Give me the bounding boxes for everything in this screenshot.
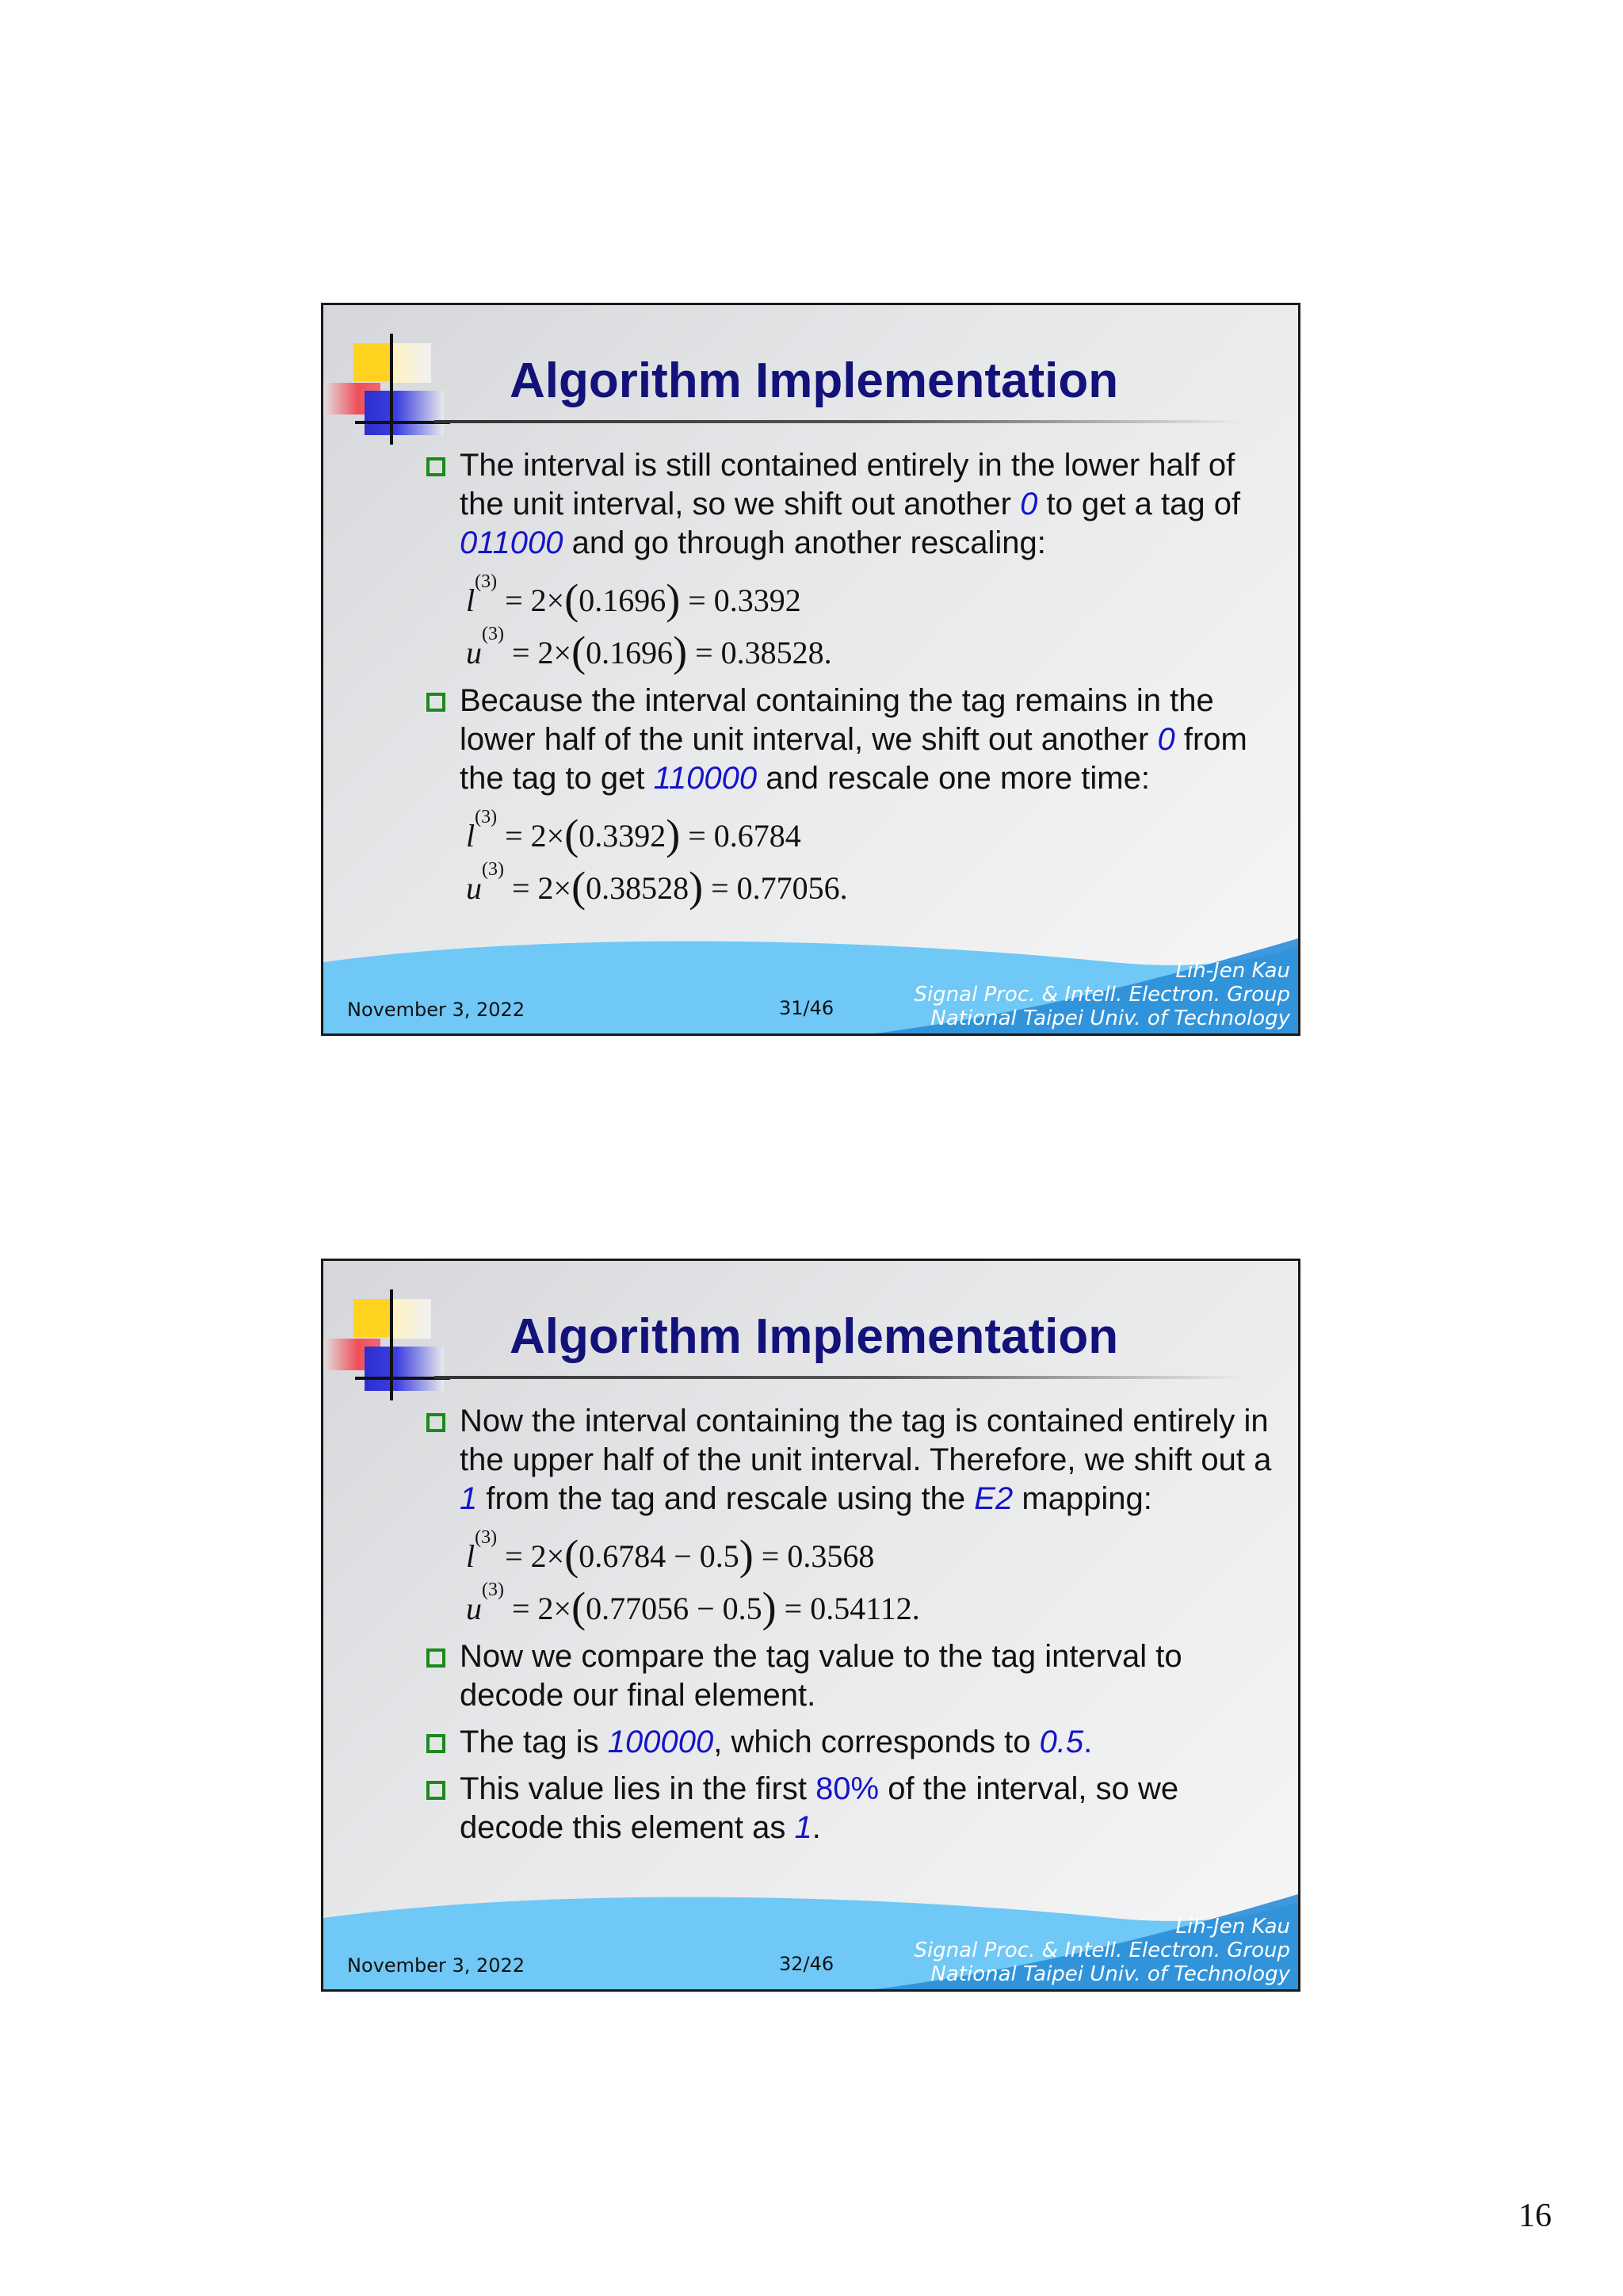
equation: $u^{(3)} = 2\times(0.1696) = 0.38528$. <box>466 624 832 675</box>
footer-affiliation: Lih-Jen Kau Signal Proc. & Intell. Electron. Group National Taipei Univ. of Technology <box>914 1915 1290 1986</box>
footer-date: November 3, 2022 <box>347 999 525 1021</box>
highlighted-value: 1 <box>794 1810 812 1845</box>
bullet-item: The tag is 100000, which corresponds to 0.5. <box>426 1723 1282 1762</box>
slide-body <box>426 446 1282 911</box>
square-bullet-icon <box>426 1413 445 1432</box>
equation: $l^{(3)} = 2\times(0.3392) = 0.6784$ <box>466 807 801 858</box>
decorative-squares-logo <box>323 305 450 432</box>
bullet-item: Now the interval containing the tag is contained entirely in the upper half of the unit interval. Therefore, we shift out a 1 from the tag and rescale using the E2 mapping: <box>426 1402 1282 1519</box>
slide-31 <box>321 303 1300 1036</box>
footer-slide-number: 31/46 <box>779 997 834 1019</box>
highlighted-value: 80% <box>815 1771 880 1806</box>
equation: $l^{(3)} = 2\times(0.6784 - 0.5) = 0.3568$ <box>466 1527 875 1579</box>
title-underline <box>434 1376 1243 1379</box>
square-bullet-icon <box>426 1781 445 1800</box>
square-bullet-icon <box>426 693 445 712</box>
footer-affiliation: Lih-Jen Kau Signal Proc. & Intell. Electron. Group National Taipei Univ. of Technology <box>914 959 1290 1030</box>
highlighted-value: 011000 <box>460 525 563 560</box>
decorative-squares-logo <box>323 1261 450 1388</box>
slide-body <box>426 1402 1282 1855</box>
footer-date: November 3, 2022 <box>347 1954 525 1977</box>
highlighted-value: 1 <box>460 1481 478 1516</box>
highlighted-value: 0.5 <box>1039 1725 1084 1759</box>
bullet-item: Because the interval containing the tag remains in the lower half of the unit interval, we shift out another 0 from the tag to get 110000 and rescale one more time: <box>426 682 1282 798</box>
slide-title: Algorithm Implementation <box>510 1309 1119 1364</box>
highlighted-value: 110000 <box>653 761 758 796</box>
highlighted-value: 0 <box>1157 722 1175 757</box>
bullet-item: This value lies in the first 80% of the interval, so we decode this element as 1. <box>426 1770 1282 1847</box>
equation: $u^{(3)} = 2\times(0.77056 - 0.5) = 0.54112$. <box>466 1580 920 1631</box>
highlighted-value: 0 <box>1020 487 1038 521</box>
title-underline <box>434 420 1243 423</box>
bullet-item: Now we compare the tag value to the tag interval to decode our final element. <box>426 1637 1282 1715</box>
highlighted-value: 100000 <box>607 1725 714 1759</box>
footer-slide-number: 32/46 <box>779 1953 834 1975</box>
bullet-item: The interval is still contained entirely in the lower half of the unit interval, so we shift out another 0 to get a tag of 011000 and go through another rescaling: <box>426 446 1282 563</box>
equation: $u^{(3)} = 2\times(0.38528) = 0.77056$. <box>466 859 848 911</box>
equation: $l^{(3)} = 2\times(0.1696) = 0.3392$ <box>466 571 801 623</box>
square-bullet-icon <box>426 1648 445 1668</box>
highlighted-value: E2 <box>974 1481 1014 1516</box>
page-number: 16 <box>1518 2198 1552 2234</box>
slide-32 <box>321 1259 1300 1992</box>
square-bullet-icon <box>426 1734 445 1753</box>
slide-title: Algorithm Implementation <box>510 353 1119 408</box>
square-bullet-icon <box>426 457 445 476</box>
